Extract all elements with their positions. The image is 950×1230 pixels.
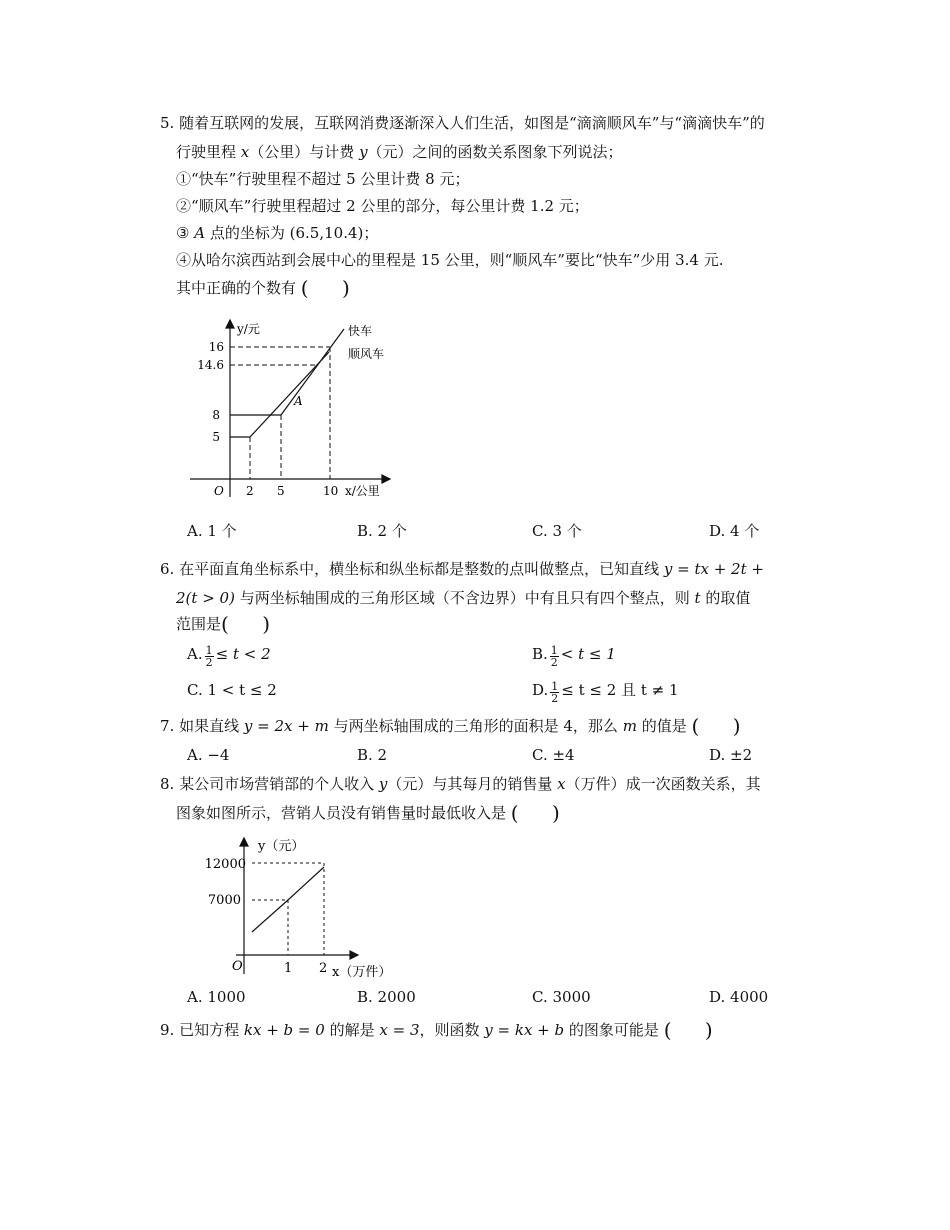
chart1-series-shunfeng: 顺风车 (348, 347, 385, 361)
q5-question: 其中正确的个数有 ( ) (176, 276, 350, 300)
q5-statement-1: ①“快车”行驶里程不超过 5 公里计费 8 元； (176, 170, 470, 188)
q5-option-a[interactable]: A. 1 个 (187, 522, 237, 540)
chart2-y-tick-12000: 12000 (204, 857, 246, 872)
q7-option-d[interactable]: D. ±2 (709, 746, 753, 764)
chart2-y-tick-7000: 7000 (207, 893, 241, 908)
chart1-y-tick-14-6: 14.6 (197, 358, 224, 372)
q8-line2: 图象如图所示，营销人员没有销售量时最低收入是 ( ) (176, 801, 560, 825)
q5-line2: 行驶里程 x（公里）与计费 y（元）之间的函数关系图象下列说法； (176, 143, 623, 161)
chart1-y-label: y/元 (237, 322, 260, 336)
chart1-y-tick-5: 5 (212, 430, 220, 444)
q5-statement-3: ③ A 点的坐标为 (6.5,10.4)； (176, 224, 379, 242)
chart1-x-tick-2: 2 (246, 484, 254, 498)
chart1-y-tick-16: 16 (208, 340, 224, 354)
chart1-y-tick-8: 8 (212, 408, 220, 422)
q7-line: 7. 如果直线 y = 2x + m 与两坐标轴围成的三角形的面积是 4，那么 m 的值是 ( ) (160, 714, 741, 738)
chart1-origin: O (214, 484, 224, 498)
q5-statement-2: ②“顺风车”行驶里程超过 2 公里的部分，每公里计费 1.2 元； (176, 197, 589, 215)
q5-line1: 5. 随着互联网的发展，互联网消费逐渐深入人们生活，如图是“滴滴顺风车”与“滴滴快车”的 (160, 114, 765, 132)
q6-line3: 范围是( ) (176, 612, 271, 636)
q5-statement-4: ④从哈尔滨西站到会展中心的里程是 15 公里，则“顺风车”要比“快车”少用 3.4 元. (176, 251, 724, 269)
chart1-x-tick-5: 5 (277, 484, 285, 498)
chart2-origin: O (232, 959, 243, 974)
chart2-x-label: x（万件） (332, 965, 392, 980)
q7-option-a[interactable]: A. −4 (187, 746, 230, 764)
q6-line1: 6. 在平面直角坐标系中，横坐标和纵坐标都是整数的点叫做整点，已知直线 y = tx + 2t + (160, 560, 764, 578)
q8-option-c[interactable]: C. 3000 (532, 988, 591, 1006)
q7-option-c[interactable]: C. ±4 (532, 746, 575, 764)
chart1-point-a: A (294, 394, 303, 408)
q6-option-c[interactable]: C. 1 < t ≤ 2 (187, 681, 277, 699)
q5-option-d[interactable]: D. 4 个 (709, 522, 760, 540)
q6-option-b[interactable]: B. $\frac{1}{2}$ < t ≤ 1 (532, 644, 616, 669)
q6-option-a[interactable]: A. $\frac{1}{2}$ ≤ t < 2 (187, 644, 271, 669)
q8-option-b[interactable]: B. 2000 (357, 988, 416, 1006)
q8-line1: 8. 某公司市场营销部的个人收入 y（元）与其每月的销售量 x（万件）成一次函数关系，其 (160, 775, 761, 793)
chart1-series-fast: 快车 (348, 324, 373, 338)
chart2-y-label: y（元） (258, 839, 305, 854)
chart1-x-tick-10: 10 (323, 484, 339, 498)
q9-line: 9. 已知方程 kx + b = 0 的解是 x = 3，则函数 y = kx + b 的图象可能是 ( ) (160, 1018, 713, 1042)
q8-option-d[interactable]: D. 4000 (709, 988, 769, 1006)
fare-chart (190, 312, 400, 502)
chart1-x-label: x/公里 (345, 484, 380, 498)
q6-option-d[interactable]: D. $\frac{1}{2}$ ≤ t ≤ 2 且 t ≠ 1 (532, 680, 679, 705)
chart2-x-tick-2: 2 (319, 961, 328, 976)
q7-option-b[interactable]: B. 2 (357, 746, 388, 764)
q5-option-b[interactable]: B. 2 个 (357, 522, 407, 540)
q8-option-a[interactable]: A. 1000 (187, 988, 246, 1006)
q6-line2: 2(t > 0) 与两坐标轴围成的三角形区域（不含边界）中有且只有四个整点，则 t 的取值 (176, 589, 751, 607)
q5-option-c[interactable]: C. 3 个 (532, 522, 582, 540)
chart2-x-tick-1: 1 (284, 961, 293, 976)
income-chart (196, 834, 416, 984)
